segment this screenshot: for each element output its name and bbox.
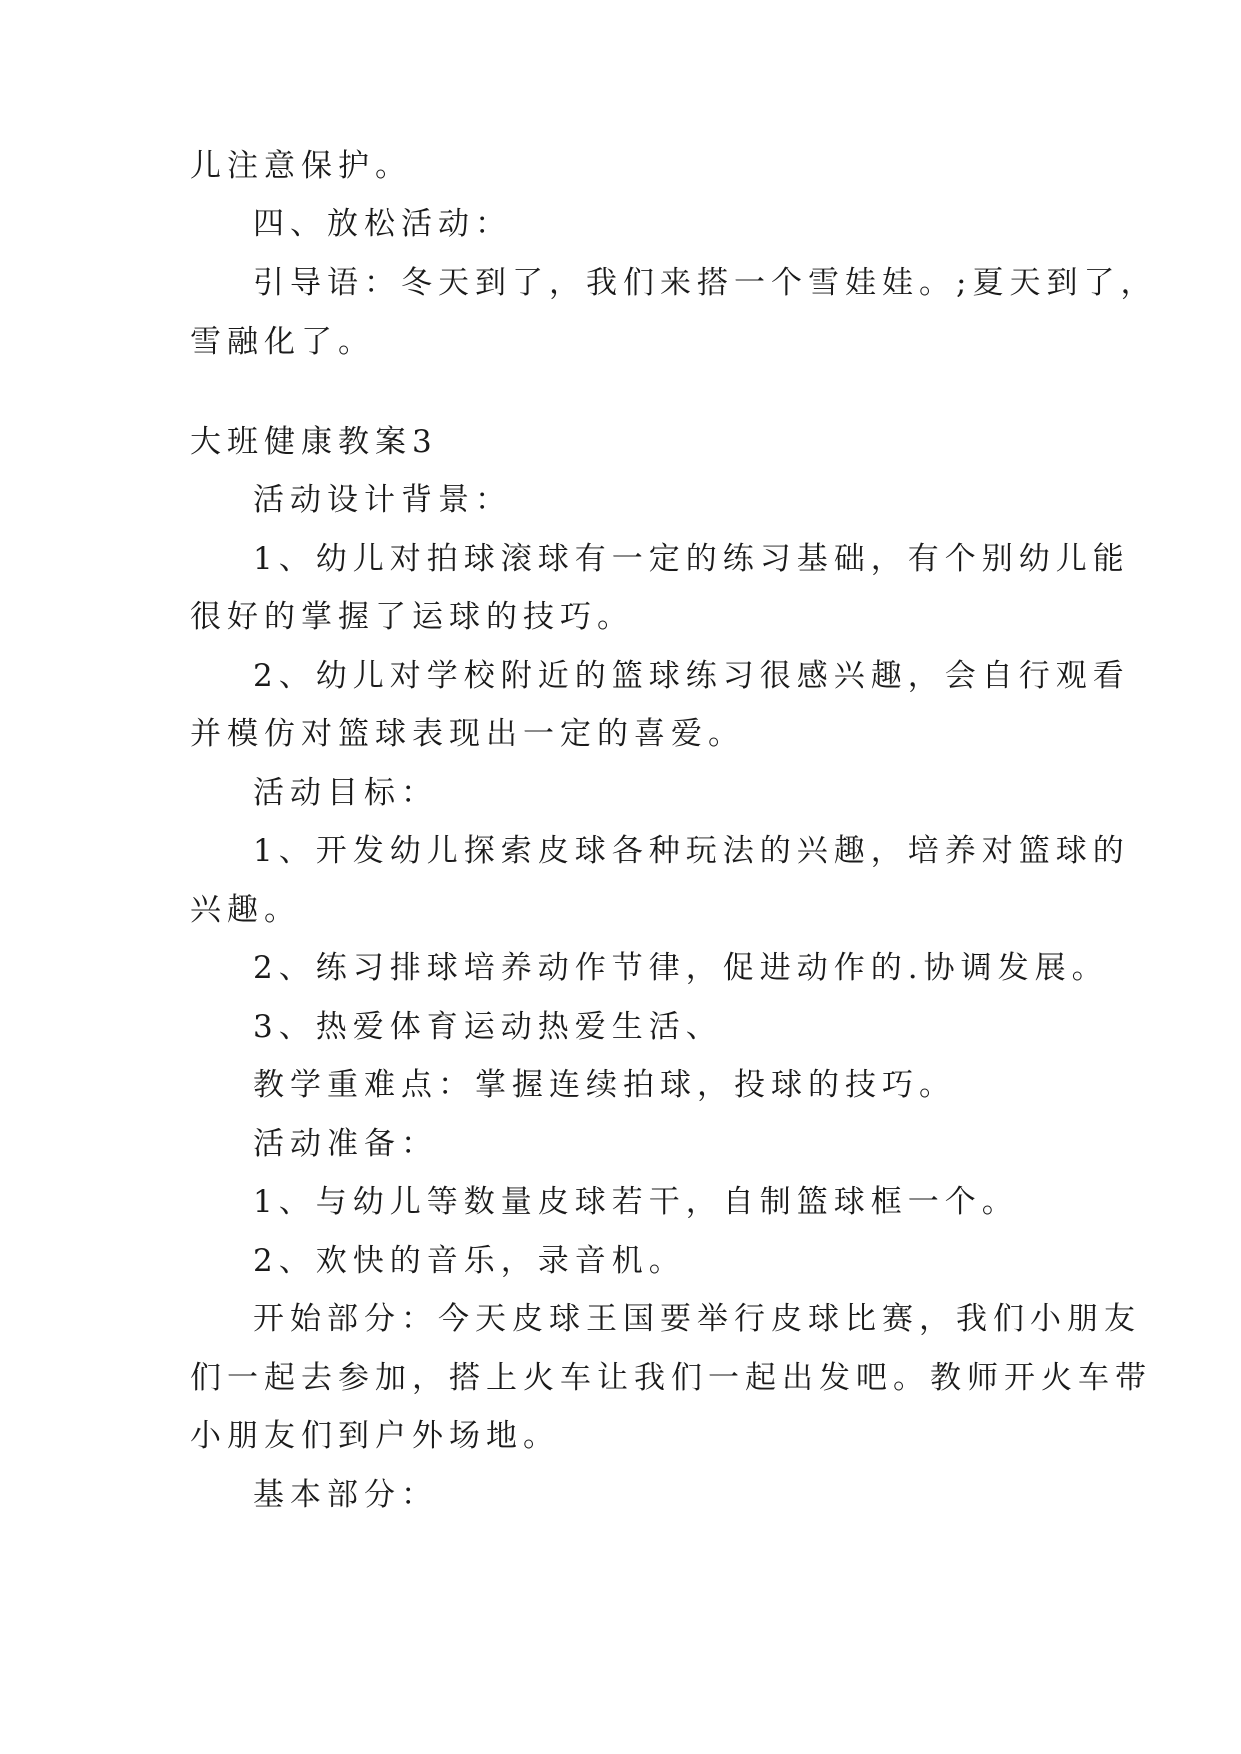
paragraph-line: 3、热爱体育运动热爱生活、: [253, 1009, 723, 1045]
section-heading: 活动目标：: [253, 775, 438, 811]
paragraph-line: 1、幼儿对拍球滚球有一定的练习基础，有个别幼儿能: [253, 541, 1130, 577]
paragraph-line: 们一起去参加，搭上火车让我们一起出发吧。教师开火车带: [190, 1360, 1152, 1396]
paragraph-line: 2、欢快的音乐，录音机。: [253, 1243, 686, 1279]
paragraph-line: 兴趣。: [190, 892, 301, 928]
section-heading: 活动设计背景：: [253, 482, 512, 518]
paragraph-line: 开始部分：今天皮球王国要举行皮球比赛，我们小朋友: [253, 1301, 1141, 1337]
paragraph-line: 2、幼儿对学校附近的篮球练习很感兴趣，会自行观看: [253, 658, 1130, 694]
paragraph-line: 雪融化了。: [190, 324, 375, 360]
paragraph-line: 引导语：冬天到了，我们来搭一个雪娃娃。;夏天到了，: [253, 265, 1158, 301]
section-heading: 基本部分：: [253, 1477, 438, 1513]
section-heading: 四、放松活动：: [253, 206, 512, 242]
paragraph-line: 1、开发幼儿探索皮球各种玩法的兴趣，培养对篮球的: [253, 833, 1130, 869]
paragraph-line: 1、与幼儿等数量皮球若干，自制篮球框一个。: [253, 1184, 1019, 1220]
paragraph-line: 小朋友们到户外场地。: [190, 1418, 560, 1454]
paragraph-line: 儿注意保护。: [190, 148, 412, 184]
document-title: 大班健康教案3: [190, 424, 438, 460]
section-heading: 活动准备：: [253, 1126, 438, 1162]
paragraph-line: 并模仿对篮球表现出一定的喜爱。: [190, 716, 745, 752]
paragraph-line: 很好的掌握了运球的技巧。: [190, 599, 634, 635]
paragraph-line: 2、练习排球培养动作节律，促进动作的.协调发展。: [253, 950, 1109, 986]
paragraph-line: 教学重难点：掌握连续拍球，投球的技巧。: [253, 1067, 956, 1103]
